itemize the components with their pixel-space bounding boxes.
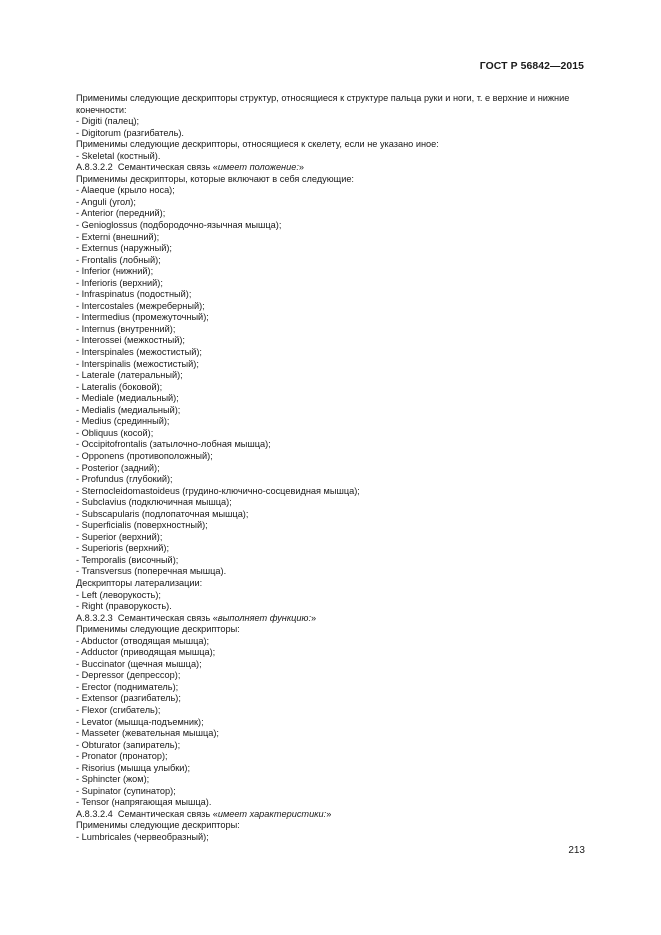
section-number: A.8.3.2.3	[76, 612, 113, 623]
list-item: - Externus (наружный);	[76, 243, 172, 254]
section-suffix: »	[298, 162, 305, 173]
paragraph: Применимы следующие дескрипторы структур, относящиеся к структуре пальца руки и ноги, т. е верхние и нижние конечности:	[76, 93, 570, 115]
section-prefix: Семантическая связь «	[117, 808, 218, 819]
list-item: - Mediale (медиальный);	[76, 393, 179, 404]
list-item: - Supinator (супинатор);	[76, 785, 176, 796]
section-relation: выполняет функцию:	[217, 612, 312, 623]
list-item: - Intermedius (промежуточный);	[76, 312, 209, 323]
list-item: - Medius (срединный);	[76, 416, 170, 427]
section-suffix: »	[326, 808, 332, 819]
list-item: - Infraspinatus (подостный);	[76, 289, 192, 300]
list-item: - Buccinator (щечная мышца);	[76, 658, 202, 669]
list-item: - Digiti (палец);	[76, 116, 140, 127]
list-item: - Tensor (напрягающая мышца).	[76, 797, 212, 808]
list-item: - Left (леворукость);	[76, 589, 161, 600]
list-item: - Levator (мышца-подъемник);	[76, 716, 204, 727]
list-item: - Anterior (передний);	[76, 208, 166, 219]
list-item: - Obliquus (косой);	[76, 427, 154, 438]
list-item: - Internus (внутренний);	[76, 323, 176, 334]
paragraph: Применимы следующие дескрипторы:	[76, 624, 240, 635]
list-item: - Medialis (медиальный);	[76, 404, 181, 415]
list-item: - Digitorum (разгибатель).	[76, 127, 184, 138]
list-item: - Obturator (запиратель);	[76, 739, 181, 750]
list-item: - Skeletal (костный).	[76, 150, 161, 161]
list-item: - Lateralis (боковой);	[76, 381, 163, 392]
list-item: - Sternocleidomastoideus (грудино-ключично-сосцевидная мышца);	[76, 485, 360, 496]
list-item: - Inferioris (верхний);	[76, 277, 163, 288]
list-item: - Externi (внешний);	[76, 231, 160, 242]
section-number: A.8.3.2.4	[76, 808, 113, 819]
paragraph: Применимы дескрипторы, которые включают в себя следующие:	[76, 173, 354, 184]
list-item: - Posterior (задний);	[76, 462, 160, 473]
list-item: - Alaeque (крыло носа);	[76, 185, 175, 196]
list-item: - Subscapularis (подлопаточная мышца);	[76, 508, 249, 519]
paragraph: Применимы следующие дескрипторы, относящиеся к скелету, если не указано иное:	[76, 139, 439, 150]
section-suffix: »	[311, 612, 317, 623]
list-item: - Adductor (приводящая мышца);	[76, 647, 216, 658]
list-item: - Profundus (глубокий);	[76, 474, 173, 485]
list-item: - Extensor (разгибатель);	[76, 693, 181, 704]
section-heading	[76, 162, 586, 174]
section-prefix: Семантическая связь «	[117, 612, 218, 623]
list-item: - Pronator (пронатор);	[76, 751, 168, 762]
document-header: ГОСТ Р 56842—2015	[479, 61, 584, 72]
list-item: - Superioris (верхний);	[76, 543, 170, 554]
section-number: A.8.3.2.2	[76, 162, 113, 173]
section-prefix: Семантическая связь «	[117, 162, 218, 173]
list-item: - Transversus (поперечная мышца).	[76, 566, 227, 577]
list-item: - Inferior (нижний);	[76, 266, 154, 277]
list-item: - Risorius (мышца улыбки);	[76, 762, 191, 773]
section-heading	[76, 613, 586, 625]
list-item: - Opponens (противоположный);	[76, 450, 213, 461]
list-item: - Interossei (межкостный);	[76, 335, 185, 346]
section-relation: имеет характеристики:	[217, 808, 327, 819]
list-item: - Temporalis (височный);	[76, 554, 179, 565]
list-item: - Laterale (латеральный);	[76, 370, 183, 381]
list-item: - Frontalis (лобный);	[76, 254, 161, 265]
list-item: - Anguli (угол);	[76, 196, 136, 207]
list-item: - Subclavius (подключичная мышца);	[76, 497, 232, 508]
list-item: - Interspinales (межостистый);	[76, 347, 202, 358]
paragraph: Дескрипторы латерализации:	[76, 577, 203, 588]
list-item: - Depressor (депрессор);	[76, 670, 181, 681]
list-item: - Lumbricales (червеобразный);	[76, 832, 209, 842]
list-item: - Abductor (отводящая мышца);	[76, 635, 210, 646]
section-heading	[76, 809, 586, 821]
list-item: - Genioglossus (подбородочно-язычная мышца);	[76, 220, 282, 231]
paragraph: Применимы следующие дескрипторы:	[76, 820, 240, 831]
page-number: 213	[568, 845, 585, 856]
list-item: - Superficialis (поверхностный);	[76, 520, 208, 531]
list-item: - Masseter (жевательная мышца);	[76, 728, 219, 739]
list-item: - Erector (подниматель);	[76, 681, 179, 692]
list-item: - Occipitofrontalis (затылочно-лобная мышца);	[76, 439, 271, 450]
list-item: - Intercostales (межреберный);	[76, 300, 205, 311]
list-item: - Superior (верхний);	[76, 531, 163, 542]
section-relation: имеет положение:	[217, 162, 299, 173]
list-item: - Sphincter (жом);	[76, 774, 150, 785]
list-item: - Right (праворукость).	[76, 601, 172, 612]
list-item: - Interspinalis (межостистый);	[76, 358, 199, 369]
document-body	[76, 93, 586, 844]
list-item: - Flexor (сгибатель);	[76, 704, 161, 715]
